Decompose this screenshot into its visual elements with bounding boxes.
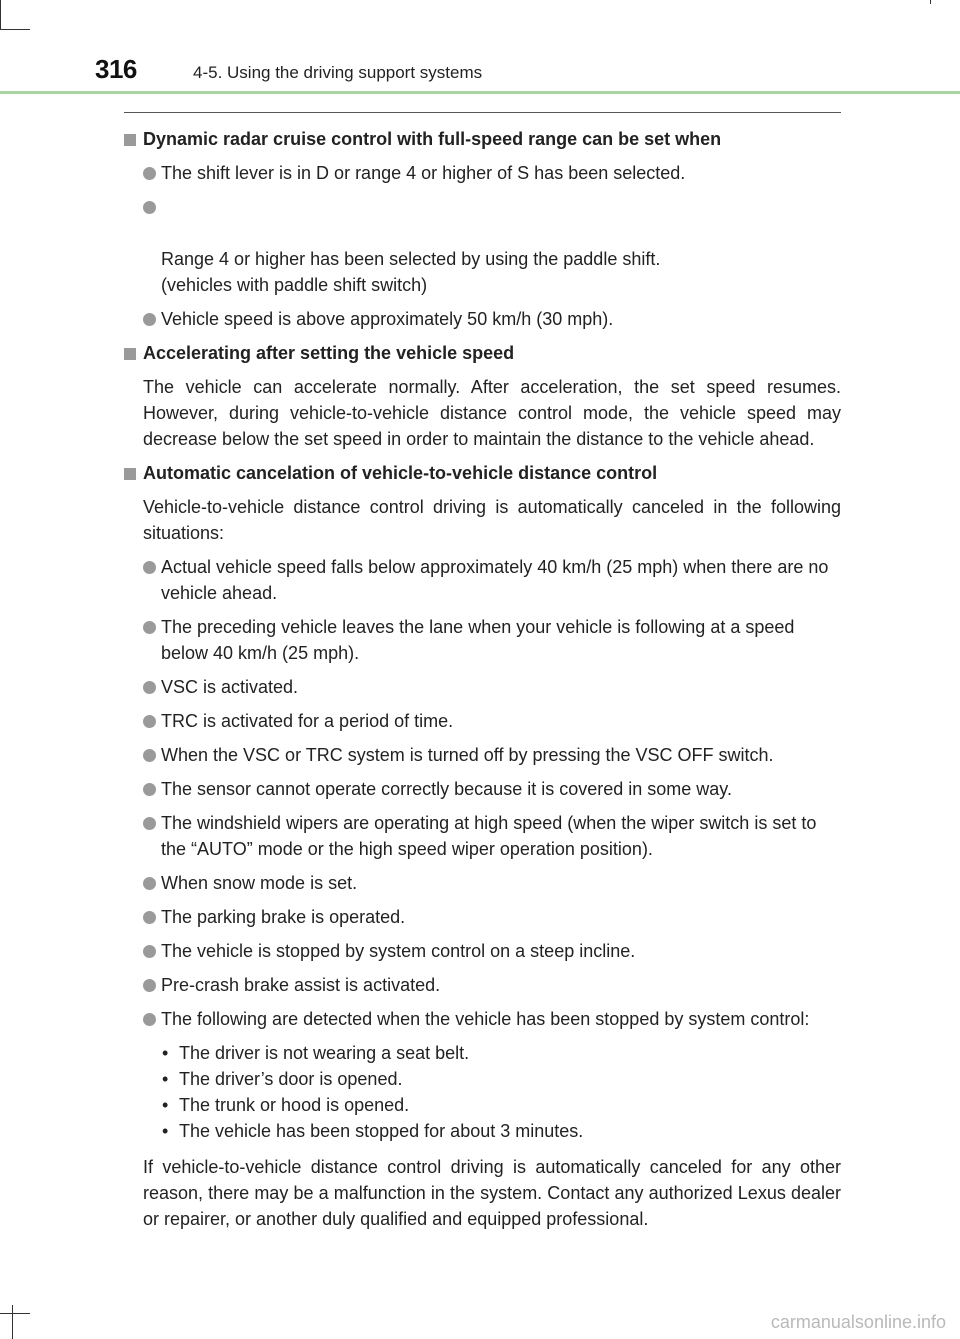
list-item (124, 674, 841, 700)
paragraph-intro: Vehicle-to-vehicle distance control driving is automatically canceled in the following situations: (143, 497, 841, 543)
square-bullet-icon (124, 348, 136, 360)
content (124, 126, 841, 1240)
page-number: 316 (95, 54, 137, 84)
section-heading (124, 340, 841, 366)
square-bullet-icon (124, 468, 136, 480)
list-item (124, 870, 841, 896)
list-item-text: The parking brake is operated. (161, 907, 406, 927)
section-title: 4-5. Using the driving support systems (193, 63, 483, 82)
dot-bullet-icon: • (162, 1095, 169, 1115)
circle-bullet-icon (143, 783, 156, 796)
list-item-text: Range 4 or higher has been selected by using the paddle shift. (vehicles with paddle shift switch) (161, 249, 661, 295)
crop-mark-bottom-left-v (12, 1305, 13, 1339)
circle-bullet-icon (143, 877, 156, 890)
list-item (124, 972, 841, 998)
heading-text: Dynamic radar cruise control with full-speed range can be set when (143, 129, 722, 149)
circle-bullet-icon (143, 715, 156, 728)
circle-bullet-icon (143, 1013, 156, 1026)
list-item-text: The windshield wipers are operating at high speed (when the wiper switch is set to the “AUTO” mode or the high speed wiper operation position). (161, 813, 817, 859)
list-item (124, 614, 841, 666)
content-rule (124, 112, 841, 113)
paragraph-closing: If vehicle-to-vehicle distance control driving is automatically canceled for any other reason, there may be a malfunction in the system. Contact any authorized Lexus dealer or repairer, or another duly qualified and equipped professional. (143, 1157, 841, 1229)
list-item-text: TRC is activated for a period of time. (161, 711, 454, 731)
sub-list-item (124, 1066, 841, 1092)
list-item (124, 160, 841, 186)
crop-mark-top-left-v (0, 0, 1, 30)
sub-list-item-text: The vehicle has been stopped for about 3 minutes. (179, 1121, 584, 1141)
list-item-text: The vehicle is stopped by system control on a steep incline. (161, 941, 636, 961)
circle-bullet-icon (143, 749, 156, 762)
circle-bullet-icon (143, 201, 156, 214)
list-item-text: VSC is activated. (161, 677, 299, 697)
watermark: carmanualsonline.info (770, 1312, 946, 1332)
list-item (124, 938, 841, 964)
list-item (124, 554, 841, 606)
list-item (124, 742, 841, 768)
circle-bullet-icon (143, 313, 156, 326)
circle-bullet-icon (143, 167, 156, 180)
list-item-text: The shift lever is in D or range 4 or higher of S has been selected. (161, 163, 686, 183)
list-item (124, 810, 841, 862)
square-bullet-icon (124, 134, 136, 146)
list-item (124, 776, 841, 802)
sub-list-item (124, 1040, 841, 1066)
list-item-text: When snow mode is set. (161, 873, 358, 893)
header-rule (0, 91, 960, 94)
section-heading (124, 460, 841, 486)
paragraph: The vehicle can accelerate normally. After acceleration, the set speed resumes. However, during vehicle-to-vehicle distance control mode, the vehicle speed may decrease below the set speed in order to maintain the distance to the vehicle ahead. (143, 377, 841, 449)
circle-bullet-icon (143, 945, 156, 958)
sub-list-item-text: The driver’s door is opened. (179, 1069, 403, 1089)
sub-list-item-text: The driver is not wearing a seat belt. (179, 1043, 470, 1063)
section-heading (124, 126, 841, 152)
crop-mark-top-left-h (0, 29, 30, 30)
dot-bullet-icon: • (162, 1121, 169, 1141)
list-item-text: Vehicle speed is above approximately 50 km/h (30 mph). (161, 309, 614, 329)
heading-text: Accelerating after setting the vehicle speed (143, 343, 515, 363)
list-item (124, 904, 841, 930)
circle-bullet-icon (143, 681, 156, 694)
list-item (124, 708, 841, 734)
crop-mark-top-right-v (930, 0, 931, 4)
list-item (124, 194, 841, 298)
heading-text: Automatic cancelation of vehicle-to-vehicle distance control (143, 463, 658, 483)
circle-bullet-icon (143, 561, 156, 574)
sub-list-item (124, 1118, 841, 1144)
list-item-text: Pre-crash brake assist is activated. (161, 975, 441, 995)
circle-bullet-icon (143, 621, 156, 634)
sub-list-item (124, 1092, 841, 1118)
list-item (124, 1006, 841, 1032)
dot-bullet-icon: • (162, 1043, 169, 1063)
list-item-text: The sensor cannot operate correctly because it is covered in some way. (161, 779, 732, 799)
circle-bullet-icon (143, 817, 156, 830)
list-item-text: Actual vehicle speed falls below approximately 40 km/h (25 mph) when there are no vehicle ahead. (161, 557, 829, 603)
list-item-text: The preceding vehicle leaves the lane when your vehicle is following at a speed below 40 km/h (25 mph). (161, 617, 795, 663)
crop-mark-bottom-left-h (0, 1313, 30, 1314)
list-item (124, 306, 841, 332)
list-item-text: The following are detected when the vehicle has been stopped by system control: (161, 1009, 810, 1029)
sub-list-item-text: The trunk or hood is opened. (179, 1095, 410, 1115)
sub-list (124, 1040, 841, 1144)
dot-bullet-icon: • (162, 1069, 169, 1089)
list-item-text: When the VSC or TRC system is turned off by pressing the VSC OFF switch. (161, 745, 774, 765)
circle-bullet-icon (143, 911, 156, 924)
circle-bullet-icon (143, 979, 156, 992)
